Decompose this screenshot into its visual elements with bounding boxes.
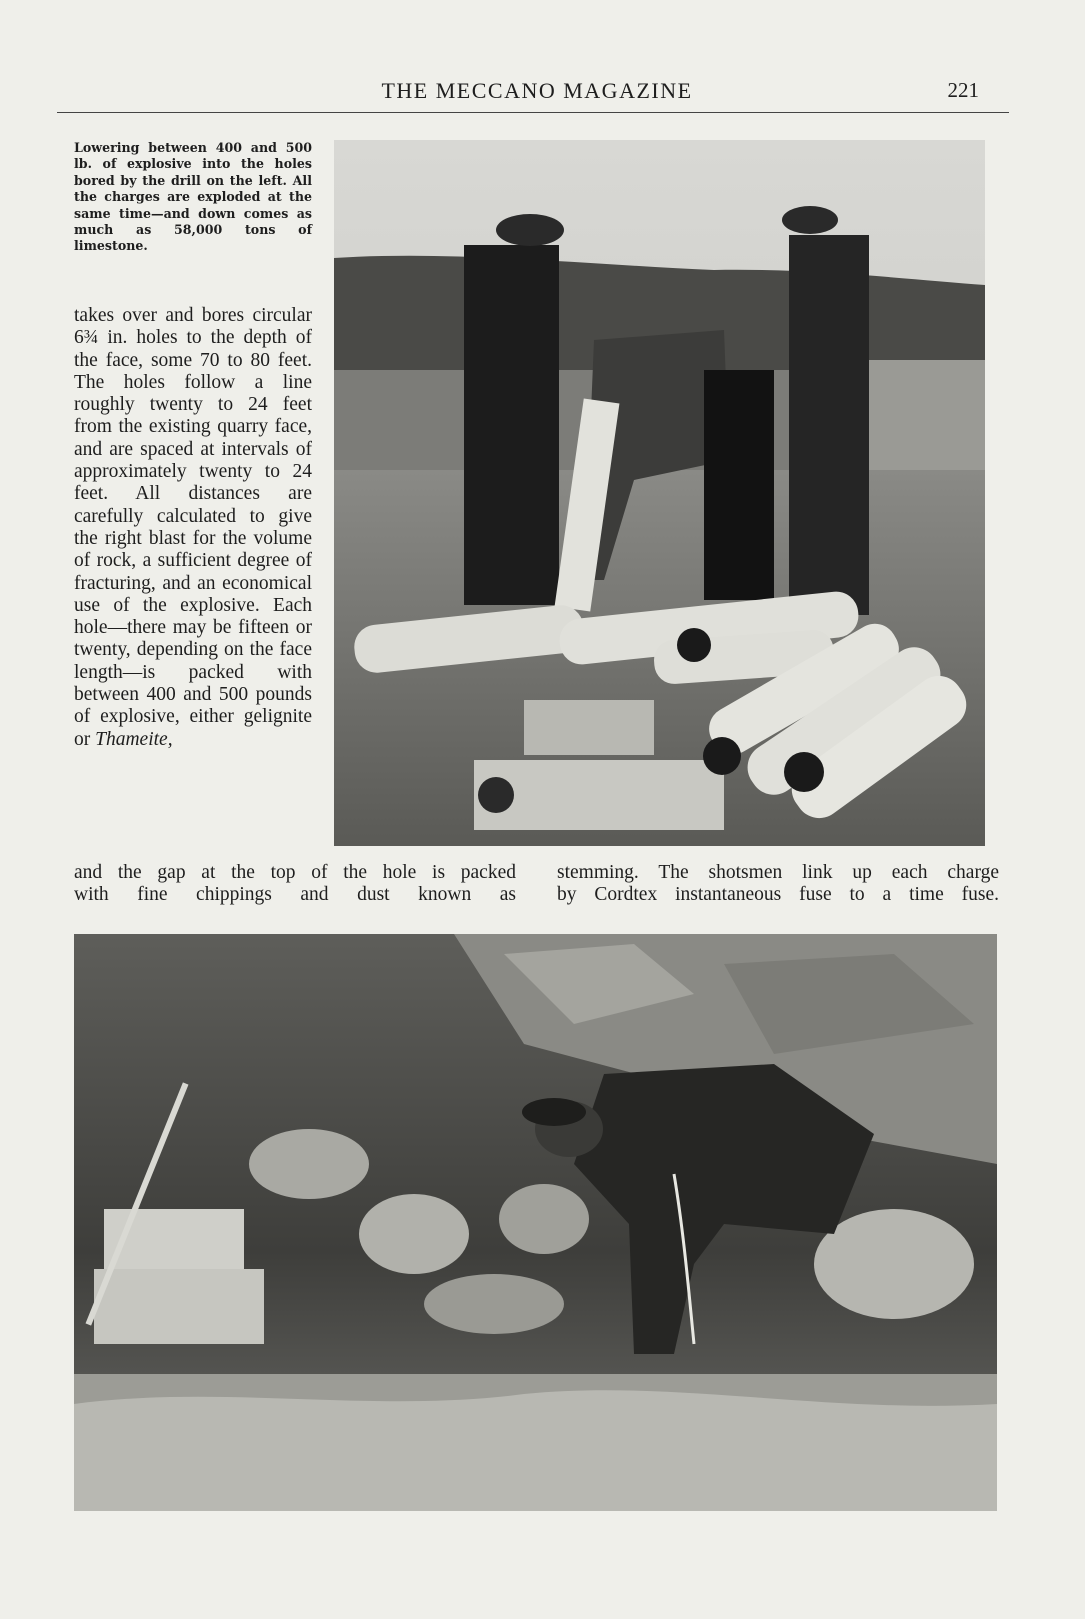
text-line: by Cordtex instantaneous fuse to a time fuse. <box>557 884 999 906</box>
top-photo <box>334 140 985 846</box>
magazine-title: THE MECCANO MAGAZINE <box>381 78 693 103</box>
photo-caption: Lowering between 400 and 500 lb. of explosive into the holes bored by the drill on the left. All the charges are exploded at the same time—and down comes as much as 58,000 tons of limestone. <box>74 140 312 254</box>
bottom-photo <box>74 934 997 1511</box>
text-line: stemming. The shotsmen link up each charge <box>557 862 999 883</box>
article-column-text <box>74 305 312 751</box>
text-line: with fine chippings and dust known as <box>74 884 516 906</box>
text-line: and the gap at the top of the hole is packed <box>74 862 516 883</box>
page-header <box>57 76 1009 113</box>
italic-term: Thameite, <box>95 728 173 750</box>
article-bottom-left <box>74 862 516 907</box>
top-photo-image <box>334 140 985 846</box>
article-bottom-right <box>557 862 999 907</box>
bottom-photo-image <box>74 934 997 1511</box>
page-number: 221 <box>947 78 979 102</box>
article-paragraph: takes over and bores circular 6¾ in. holes to the depth of the face, some 70 to 80 feet. The holes follow a line roughly twenty to 24 feet from the existing quarry face, and are spaced at intervals of approximately twenty to 24 feet. All distances are carefully calculated to give the right blast for the volume of rock, a sufficient degree of fracturing, and an economical use of the explosive. Each hole—there may be fifteen or twenty, depending on the face length—is packed with between 400 and 500 pounds of explosive, either gelignite or <box>74 305 312 750</box>
